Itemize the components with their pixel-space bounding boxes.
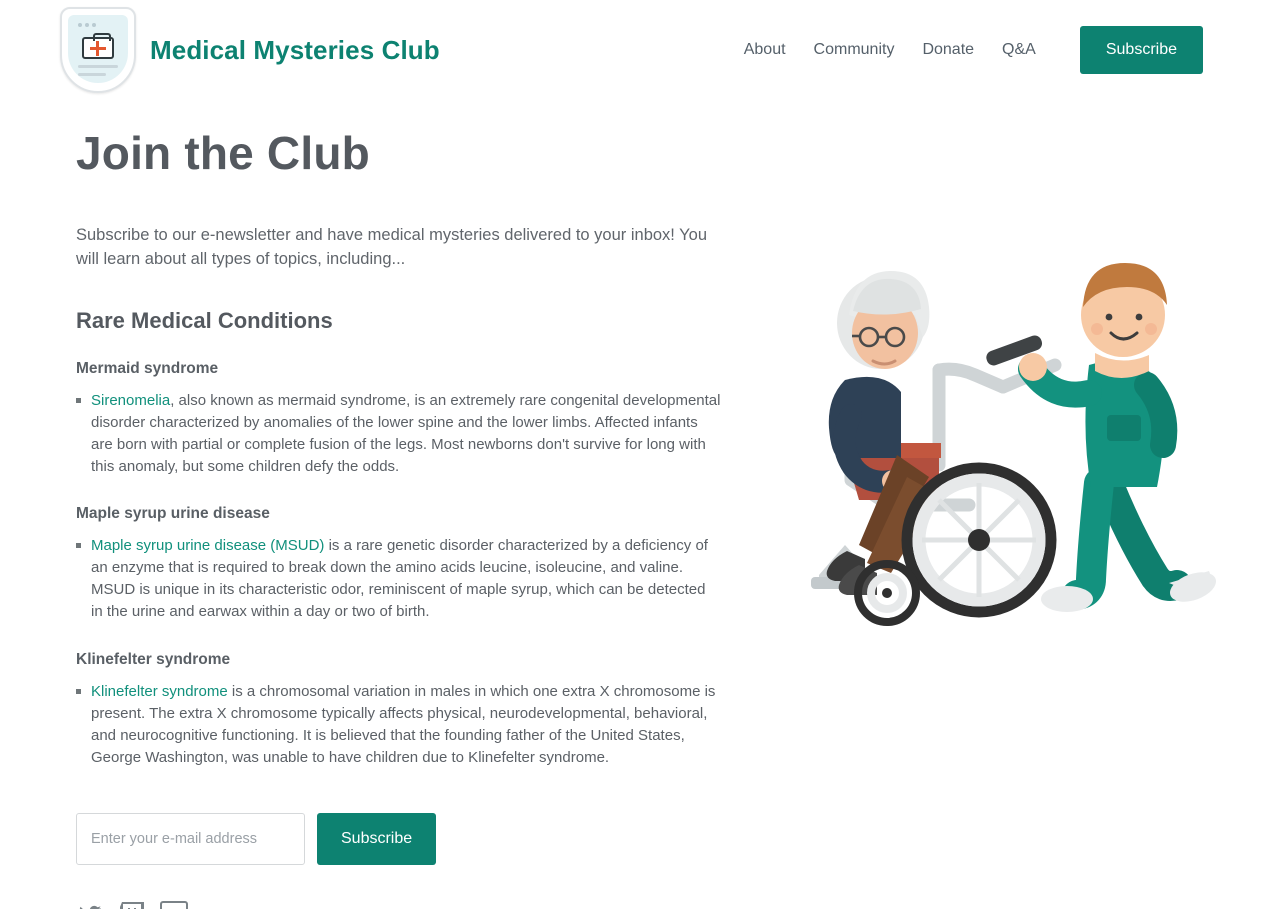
link-klinefelter-syndrome[interactable]: Klinefelter syndrome: [91, 682, 228, 700]
nurse-pushing-elderly-patient-in-wheelchair-illustration: [789, 215, 1259, 645]
twitter-icon[interactable]: [76, 901, 104, 909]
condition-heading-maple-syrup-urine-disease: Maple syrup urine disease: [76, 505, 270, 523]
social-links: [76, 901, 736, 909]
list-item: [76, 681, 721, 769]
condition-heading-mermaid-syndrome: Mermaid syndrome: [76, 359, 219, 377]
link-maple-syrup-urine-disease[interactable]: Maple syrup urine disease (MSUD): [91, 537, 325, 555]
nav-item-about[interactable]: About: [743, 41, 786, 58]
section-title: Rare Medical Conditions: [76, 307, 333, 333]
brand-title: Medical Mysteries Club: [150, 34, 440, 65]
condition-heading-klinefelter-syndrome: Klinefelter syndrome: [76, 650, 231, 668]
condition-body: is a chromosomal variation in males in which one extra X chromosome is present. The extra X chromosome typically affects physical, neurodevelopmental, behavioral, and neurocognitive functioning. It is believed that the founding father of the United States, George Washington, was unable to have children due to Klinefelter syndrome.: [91, 682, 716, 766]
nav-item-qa[interactable]: Q&A: [1002, 41, 1036, 58]
content-column: [76, 126, 736, 909]
subscribe-form: [76, 813, 736, 865]
brand[interactable]: [60, 7, 440, 93]
intro-paragraph: Subscribe to our e-newsletter and have medical mysteries delivered to your inbox! You will learn about all types of topics, including...: [76, 226, 708, 268]
condition-list-mermaid-syndrome: [76, 390, 736, 478]
list-item: [76, 535, 721, 623]
condition-body: is a rare genetic disorder characterized by a deficiency of an enzyme that is required to break down the amino acids leucine, isoleucine, and valine. MSUD is unique in its characteristic odor, reminiscent of maple syrup, which can be detected in the urine and earwax within a day or two of birth.: [91, 537, 708, 621]
site-header: [0, 0, 1275, 100]
header-subscribe-button[interactable]: Subscribe: [1080, 26, 1203, 74]
nav-item-community[interactable]: Community: [813, 41, 895, 58]
twitch-icon[interactable]: [118, 901, 146, 909]
instagram-icon[interactable]: [160, 901, 188, 909]
medical-briefcase-shield-logo: [60, 7, 136, 93]
page-title: Join the Club: [76, 127, 370, 179]
email-input[interactable]: [76, 813, 305, 865]
main-nav: [744, 26, 1203, 74]
subscribe-submit-button[interactable]: Subscribe: [317, 813, 436, 865]
link-sirenomelia[interactable]: Sirenomelia: [91, 391, 171, 409]
condition-list-maple-syrup-urine-disease: [76, 535, 736, 623]
condition-list-klinefelter-syndrome: [76, 681, 736, 769]
list-item: [76, 390, 721, 478]
nav-item-donate[interactable]: Donate: [922, 41, 975, 58]
condition-body: , also known as mermaid syndrome, is an extremely rare congenital developmental disorder characterized by anomalies of the lower spine and the lower limbs. Affected infants are born with partial or complete fusion of the legs. Most newborns don't survive for long with this anomaly, but some children defy the odds.: [91, 391, 721, 475]
